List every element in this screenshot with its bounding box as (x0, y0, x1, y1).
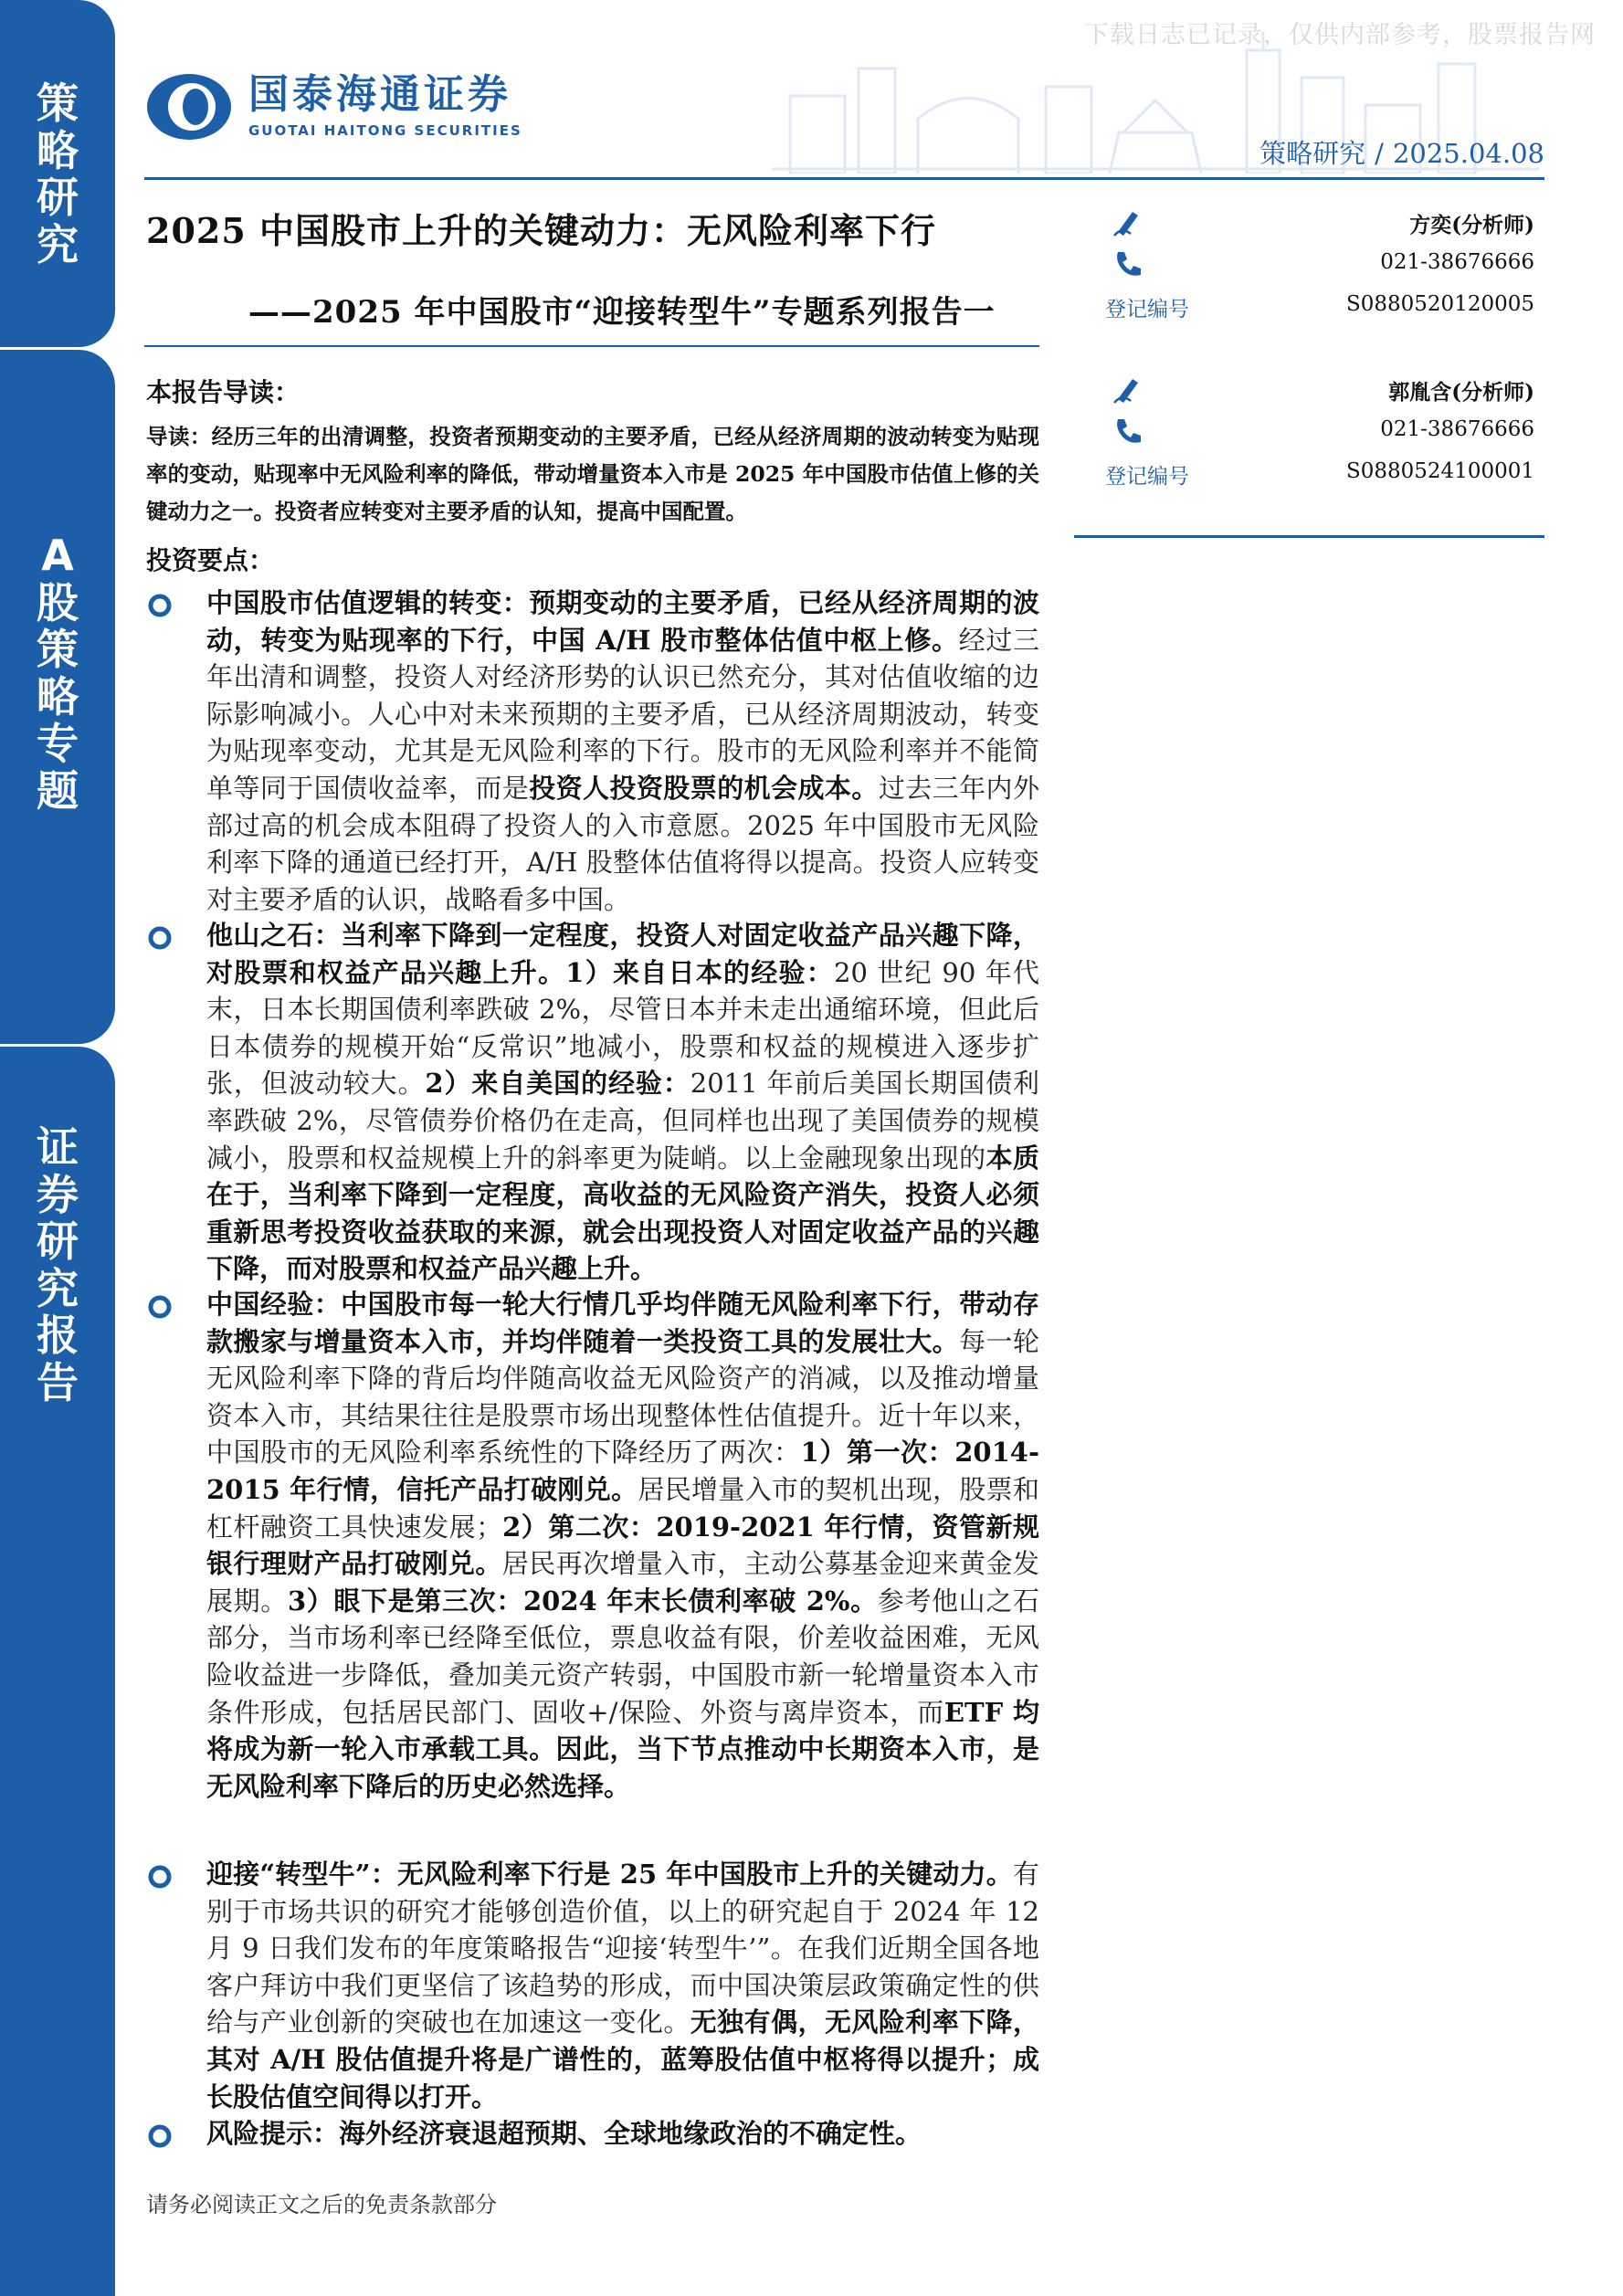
analyst-card (1105, 203, 1534, 329)
key-point: 中国经验：中国股市每一轮大行情几乎均伴随无风险利率下行，带动存款搬家与增量资本入市，并均伴随着一类投资工具的发展壮大。每一轮无风险利率下降的背后均伴随高收益无风险资产的消减，以及推动增量资本入市，其结果往往是股票市场出现整体性估值提升。近十年以来，中国股市的无风险利率系统性的下降经历了两次：1）第一次：2014-2015 年行情，信托产品打破刚兑。居民增量入市的契机出现，股票和杠杆融资工具快速发展；2）第二次：2019-2021 年行情，资管新规银行理财产品打破刚兑。居民再次增量入市，主动公募基金迎来黄金发展期。3）眼下是第三次：2024 年末长债利率破 2%。参考他山之石部分，当市场利率已经降至低位，票息收益有限，价差收益困难，无风险收益进一步降低，叠加美元资产转弱，中国股市新一轮增量资本入市条件形成，包括居民部门、固收+/保险、外资与离岸资本，而ETF 均将成为新一轮入市承载工具。因此，当下节点推动中长期资本入市，是无风险利率下降后的历史必然选择。 (146, 1286, 1039, 1856)
analyst-phone: 021-38676666 (1380, 417, 1534, 441)
guide-heading: 本报告导读： (146, 377, 300, 407)
analyst-name: 郭胤含(分析师) (1388, 380, 1534, 405)
header-separator: / (1375, 138, 1384, 169)
key-point: 迎接“转型牛”：无风险利率下行是 25 年中国股市上升的关键动力。有别于市场共识的研究才能够创造价值，以上的研究起自于 2024 年 12 月 9 日我们发布的年度策略报告“迎接‘转型牛’”。在我们近期全国各地客户拜访中我们更坚信了该趋势的形成，而中国决策层政策确定性的供给与产业创新的突破也在加速这一变化。无独有偶，无风险利率下降，其对 A/H 股估值提升将是广谱性的，蓝筹股估值中枢将得以提升；成长股估值空间得以打开。 (146, 1856, 1039, 2115)
brand-name-en: GUOTAI HAITONG SECURITIES (248, 122, 522, 139)
sidebar-char: 略 (37, 671, 79, 721)
circle-bullet-icon (148, 594, 172, 617)
brand-logo (144, 71, 522, 142)
report-subtitle: ——2025 年中国股市“迎接转型牛”专题系列报告一 (248, 294, 996, 331)
circle-bullet-icon (148, 2124, 172, 2148)
header-divider (144, 177, 1544, 180)
registration-label: 登记编号 (1105, 465, 1189, 489)
sidebar-tab-strategy-research (0, 0, 115, 347)
key-point: 他山之石：当利率下降到一定程度，投资人对固定收益产品兴趣下降，对股票和权益产品兴趣上升。1）来自日本的经验：20 世纪 90 年代末，日本长期国债利率跌破 2%，尽管日本并未走出通缩环境，但此后日本债券的规模开始“反常识”地减小，股票和权益的规模进入逐步扩张，但波动较大。2）来自美国的经验：2011 年前后美国长期国债利率跌破 2%，尽管债券价格仍在走高，但同样也出现了美国债券的规模减小，股票和权益规模上升的斜率更为陡峭。以上金融现象出现的本质在于，当利率下降到一定程度，高收益的无风险资产消失，投资人必须重新思考投资收益获取的来源，就会出现投资人对固定收益产品的兴趣下降，而对股票和权益产品兴趣上升。 (146, 917, 1039, 1286)
brand-name-cn: 国泰海通证券 (248, 71, 511, 118)
sidebar-char: 研 (37, 1216, 79, 1267)
report-category-date (1259, 133, 1544, 171)
sidebar-char: 研 (37, 173, 79, 223)
sidebar-char: 证 (37, 1122, 79, 1172)
registration-number: S0880520120005 (1346, 292, 1534, 316)
phone-icon (1112, 248, 1143, 279)
analyst-card (1105, 370, 1534, 496)
logo-mark-icon (144, 71, 234, 142)
analyst-divider (1074, 535, 1544, 538)
registration-number: S0880524100001 (1346, 459, 1534, 483)
sidebar-char: 股 (37, 577, 79, 627)
analyst-phone: 021-38676666 (1380, 250, 1534, 274)
sidebar-char: 略 (37, 125, 79, 175)
pen-icon (1112, 374, 1143, 405)
disclaimer-footer: 请务必阅读正文之后的免责条款部分 (146, 2192, 497, 2217)
points-heading: 投资要点： (146, 545, 275, 575)
sidebar-char: 究 (37, 1263, 79, 1313)
sidebar-char: A (41, 531, 74, 580)
sidebar-char: 策 (37, 79, 79, 128)
circle-bullet-icon (148, 1295, 172, 1319)
sidebar-char: 专 (37, 719, 79, 769)
circle-bullet-icon (148, 926, 172, 950)
key-point: 中国股市估值逻辑的转变：预期变动的主要矛盾，已经从经济周期的波动，转变为贴现率的下行，中国 A/H 股市整体估值中枢上修。经过三年出清和调整，投资人对经济形势的认识已然充分，其对估值收缩的边际影响减小。人心中对未来预期的主要矛盾，已从经济周期波动，转变为贴现率变动，尤其是无风险利率的下行。股市的无风险利率并不能简单等同于国债收益率，而是投资人投资股票的机会成本。过去三年内外部过高的机会成本阻碍了投资人的入市意愿。2025 年中国股市无风险利率下降的通道已经打开，A/H 股整体估值将得以提高。投资人应转变对主要矛盾的认识，战略看多中国。 (146, 585, 1039, 917)
sidebar-char: 策 (37, 625, 79, 675)
report-title: 2025 中国股市上升的关键动力：无风险利率下行 (146, 210, 936, 251)
guide-text: 导读：经历三年的出清调整，投资者预期变动的主要矛盾，已经从经济周期的波动转变为贴现率的变动，贴现率中无风险利率的降低，带动增量资本入市是 2025 年中国股市估值上修的关键动力之一。投资者应转变对主要矛盾的认知，提高中国配置。 (146, 424, 1039, 524)
title-divider (144, 345, 1039, 347)
pen-icon (1112, 206, 1143, 237)
report-category: 策略研究 (1259, 138, 1366, 169)
sidebar-char: 告 (37, 1357, 79, 1407)
sidebar-tab-securities-report (0, 1047, 115, 2296)
registration-label: 登记编号 (1105, 298, 1189, 321)
sidebar-char: 究 (37, 219, 79, 269)
sidebar-char: 报 (37, 1311, 79, 1361)
key-point-risk: 风险提示：海外经济衰退超预期、全球地缘政治的不确定性。 (146, 2115, 1039, 2153)
sidebar-char: 券 (37, 1169, 79, 1219)
key-points-list (146, 585, 1039, 2153)
circle-bullet-icon (148, 1865, 172, 1889)
phone-icon (1112, 416, 1143, 447)
sidebar-tab-a-share-topic (0, 350, 115, 1044)
report-date: 2025.04.08 (1392, 138, 1544, 169)
watermark: 下载日志已记录，仅供内部参考，股票报告网 (1084, 21, 1596, 49)
analyst-name: 方奕(分析师) (1409, 213, 1534, 237)
sidebar-char: 题 (37, 765, 79, 816)
